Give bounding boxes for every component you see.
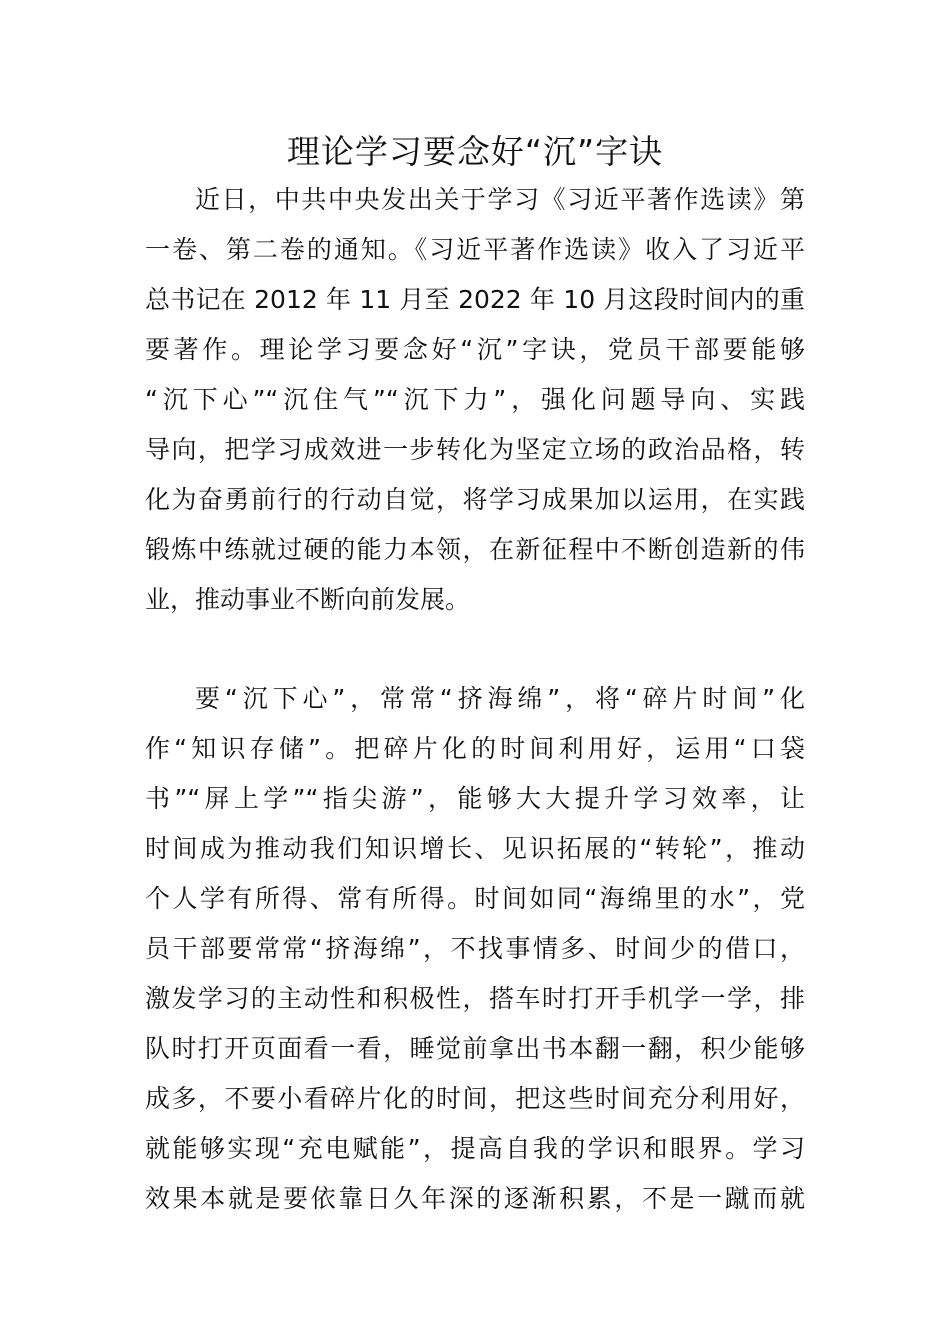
paragraph-2-line-6: 员干部要常常“挤海绵”，不找事情多、时间少的借口， bbox=[145, 934, 805, 963]
paragraph-2-line-11: 效果本就是要依靠日久年深的逐渐积累，不是一蹴而就 bbox=[145, 1184, 805, 1213]
paragraph-1-line-9: 业，推动事业不断向前发展。 bbox=[145, 585, 471, 614]
paragraph-1-line-7: 化为奋勇前行的行动自觉，将学习成果加以运用，在实践 bbox=[145, 485, 805, 514]
paragraph-1-line-5: “沉下心”“沉住气”“沉下力”，强化问题导向、实践 bbox=[145, 385, 805, 414]
paragraph-2-line-9: 成多，不要小看碎片化的时间，把这些时间充分利用好， bbox=[145, 1084, 805, 1113]
paragraph-2-line-8: 队时打开页面看一看，睡觉前拿出书本翻一翻，积少能够 bbox=[145, 1034, 805, 1063]
paragraph-1-line-6: 导向，把学习成效进一步转化为坚定立场的政治品格，转 bbox=[145, 435, 805, 464]
paragraph-2-line-4: 时间成为推动我们知识增长、见识拓展的“转轮”，推动 bbox=[145, 834, 805, 863]
paragraph-2-line-3: 书”“屏上学”“指尖游”，能够大大提升学习效率，让 bbox=[145, 784, 805, 813]
paragraph-2-line-2: 作“知识存储”。把碎片化的时间利用好，运用“口袋 bbox=[145, 734, 805, 763]
paragraph-2-line-1: 要“沉下心”，常常“挤海绵”，将“碎片时间”化 bbox=[195, 684, 805, 713]
paragraph-1-line-4: 要著作。理论学习要念好“沉”字诀，党员干部要能够 bbox=[145, 335, 805, 364]
paragraph-1-line-3: 总书记在 2012 年 11 月至 2022 年 10 月这段时间内的重 bbox=[145, 285, 805, 314]
paragraph-2-line-7: 激发学习的主动性和积极性，搭车时打开手机学一学，排 bbox=[145, 984, 805, 1013]
paragraph-2-line-5: 个人学有所得、常有所得。时间如同“海绵里的水”，党 bbox=[145, 884, 805, 913]
paragraph-1-line-8: 锻炼中练就过硬的能力本领，在新征程中不断创造新的伟 bbox=[145, 535, 805, 564]
paragraph-2-line-10: 就能够实现“充电赋能”，提高自我的学识和眼界。学习 bbox=[145, 1134, 805, 1163]
paragraph-1-line-1: 近日，中共中央发出关于学习《习近平著作选读》第 bbox=[195, 185, 805, 214]
article-title: 理论学习要念好“沉”字诀 bbox=[286, 132, 664, 171]
paragraph-1-line-2: 一卷、第二卷的通知。《习近平著作选读》收入了习近平 bbox=[145, 235, 805, 264]
